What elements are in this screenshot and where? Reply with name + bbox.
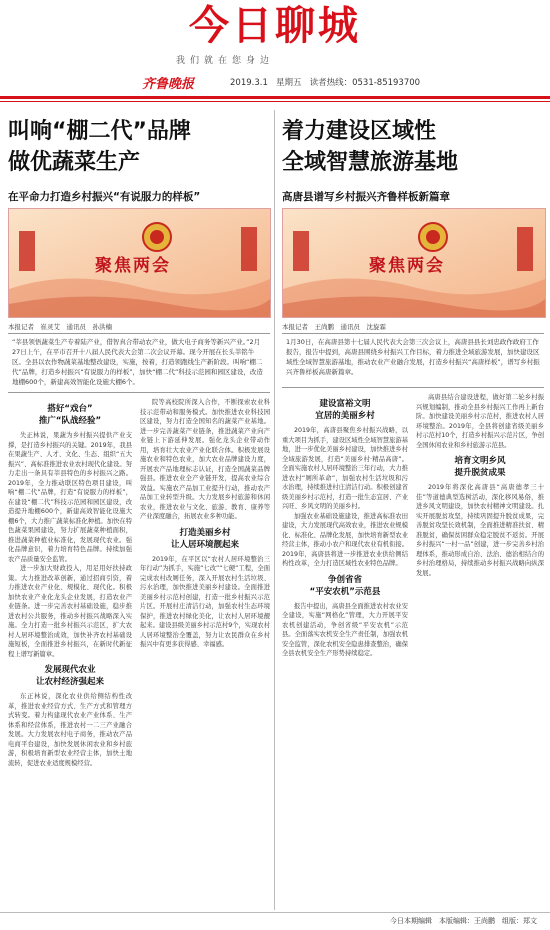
right-section-1-title: 建设富裕文明 宜居的美丽乡村	[315, 399, 375, 421]
right-byline: 本报记者 王尚鹏 通讯员 沈旋霖	[282, 323, 386, 331]
left-subhead: 在平命力打造乡村振兴“有说服力的样板”	[8, 191, 201, 203]
left-section-2-title: 发展现代农业 让农村经济强起来	[35, 665, 104, 687]
right-photo	[282, 208, 546, 318]
right-col2-paragraph: 高唐县结合建设进程，做好第二轮乡村振兴规划编制，推动全县乡村振兴工作再上新台阶。加快建设美丽乡村示范村，推进农村人居环境整治。2019年，全县将创建省级美丽乡村示范村10个，打造乡村振兴示范片区，争创全国休闲农业和乡村旅游示范县。	[416, 394, 544, 449]
left-section-3-title: 打造美丽乡村 让人居环境靓起来	[170, 527, 239, 550]
column-divider	[274, 110, 275, 910]
right-col1-paragraph: 2019年，高唐县聚焦乡村振兴战略，以重大项目为抓手，建设区域性全域智慧旅游基地，进一步优化美丽乡村建设，加快推进乡村全域旅游发展，打造“美丽乡村·精品高唐”。全面实施农村人居环境整治三年行动，大力推进农村“厕所革命”，加强农村生活垃圾和污水治理，持续推进村庄清洁行动。积极创建省级美丽乡村示范村，打造一批生态宜居、产业兴旺、乡风文明的美丽乡村。	[282, 427, 408, 510]
brand-logo: 齐鲁晚报	[142, 77, 195, 92]
left-photo	[8, 208, 271, 318]
left-col2-paragraph: 院等高校院所深入合作，不断探索农业科技示范带动和服务模式。加快推进农业科技园区建设，努力打造全国知名的蔬菜产业基地。进一步完善蔬菜产业链条，推进蔬菜产业向产业链上下游延伸发展。强化龙头企业带动作用，培育壮大农业产业化联合体。积极发展设施农业和特色农业，加大农业品牌建设力度，开展农产品地理标志认证，打造全国蔬菜品牌强县。推进农业全产业链开发，提高农业综合效益。实施农产品加工业提升行动，推动农产品加工业转型升级。大力发展乡村旅游和休闲农业，推进农业与文化、旅游、教育、康养等产业深度融合，拓展农业多种功能。	[140, 399, 270, 520]
right-photo-banner-text: 聚焦两会	[369, 256, 445, 276]
issue-weekday: 星期五	[275, 78, 302, 88]
right-headline-line1: 着力建设区域性	[282, 119, 437, 144]
left-col1b-paragraph: 进一步加大财政投入，用足用好扶持政策。大力推进改革创新，通过招商引资，着力推进农业产业化、规模化、现代化。积极加快农业产业化龙头企业发展，打造农业产业链条。进一步完善农村基础设施，稳步推进农村公共服务，推动乡村振兴战略深入实施。全力打造一批乡村振兴示范区，扩大农村人居环境整治成效，加快补齐农村基础设施短板，全面推进乡村振兴，在新时代新征程上谱写新篇章。	[8, 565, 132, 658]
masthead-divider-thin	[0, 101, 550, 102]
right-headline	[282, 116, 544, 178]
right-col1c-paragraph: 报告中提出，高唐县全面推进农村农业安全建设，实施“网格化”管理，大力开展平安农机创建活动，争创省级“平安农机”示范县。全面落实农机安全生产责任制，加强农机安全监管，深化农机安全隐患排查整治，确保全县农机安全生产形势持续稳定。	[282, 602, 408, 657]
left-col1c-paragraph: 东正林说，深化农业供给侧结构性改革，推进农业经营方式、生产方式和管理方式转变。着力构建现代农业产业体系、生产体系和经营体系，推进农村一二三产业融合发展。大力发展农村电子商务，推动农产品电商平台建设，加快发展休闲农业和乡村旅游，积极培育新型农业经营主体，加快土地流转，促进农业适度规模经营。	[8, 693, 132, 767]
right-section-2-title: 争创省省 “平安农机”示范县	[309, 574, 381, 597]
left-col2b-paragraph: 2019年，在平区以“农村人居环境整治三年行动”为抓手，实施“七改”“七硬”工程，全面完成农村改厕任务，深入开展农村生活垃圾、污水治理，加快推进美丽乡村建设。全面推进美丽乡村示范村创建，打造一批乡村振兴示范片区。开展村庄清洁行动，加强农村生态环境保护，推进农村绿化美化，让农村人居环境靓起来。建设县级美丽乡村示范村9个，实现农村人居环境整治全覆盖，努力让农民群众在乡村振兴中有更多获得感、幸福感。	[140, 555, 270, 648]
footer-divider	[0, 912, 550, 913]
right-col2b-paragraph: 2019年将深化高唐县“高唐德孝三十佳”等道德典型选树活动，深化移风易俗，推进乡风文明建设，加快农村精神文明建设。扎实开展脱贫攻坚，持续巩固提升脱贫成果，完善脱贫攻坚长效机制，全面推进精准扶贫、精准脱贫，确保贫困群众稳定脱贫不返贫。开展乡村振兴“一村一品”创建，进一步完善乡村治理体系，推动形成自治、法治、德治相结合的乡村治理格局，持续推动乡村振兴战略向纵深发展。	[416, 484, 544, 577]
right-section-3-title: 培育文明乡风 提升脱贫成果	[454, 456, 506, 478]
reader-hotline: 读者热线：0531-85193700	[309, 78, 421, 88]
left-column-1	[8, 398, 132, 910]
left-col1-paragraph: 失正林说，果蔬为乡村振兴提供产业支撑，是打造乡村振兴的关键。2019年，我县在果蔬生产、人才、文化、生态、组织“五大振兴”、高标准推进农业农村现代化建设。努力走出一条具有莘县特色的乡村振兴之路。2019年，全力推动联区特色项目建设，叫响“棚二代”品牌，打造“有说服力的样板”，在建设“棚二代”科技示范园和园区建设，改造提升地棚600个，新建高效智能化设施大棚6个，大力推广蔬菜标准化种植。加快在特色蔬菜果园建设，努力扩展蔬菜种植面积，推进蔬菜种植业标准化，发展现代农业。强化品牌意识，着力培育特色品牌。持续加强农产品质量安全监管。	[8, 432, 132, 563]
page-footer: 今日本期编辑 本版编辑：王尚鹏 组版：郑文	[390, 917, 537, 925]
issue-date: 2019.3.1	[230, 78, 268, 88]
masthead-slogan: 我们就在您身边	[176, 56, 275, 66]
left-headline-line2: 做优蔬菜生产	[8, 150, 141, 175]
masthead-divider	[0, 96, 550, 99]
left-headline	[8, 116, 270, 178]
left-section-1-title: 搭好“戏台” 推广“队战经验”	[38, 404, 102, 426]
right-col1b-paragraph: 加强农业基础设施建设，推进高标准农田建设，大力发展现代高效农业，推进农业规模化、标准化、品牌化发展，加快培育新型农业经营主体，推动小农户和现代农业有机衔接。2019年，高唐县将进一步推进农业供给侧结构性改革，全力打造区域性农业特色品牌。	[282, 512, 408, 567]
masthead-title: 今日聊城	[189, 3, 361, 49]
left-photo-banner-text: 聚焦两会	[95, 256, 171, 276]
left-headline-line1: 叫响“棚二代”品牌	[8, 119, 191, 144]
left-byline: 本报记者 崔灵艾 通讯员 孙洪楠	[8, 323, 112, 331]
issue-info	[230, 76, 420, 88]
right-column-1	[282, 393, 408, 910]
right-headline-line2: 全域智慧旅游基地	[282, 150, 459, 175]
right-column-2	[416, 393, 544, 910]
left-lead: “莘县领悟蔬菜生产专着陆产业，借智真合带动农产业，做大电子商务等新兴产业。”2月27日上午，在平市召开十八届人民代表大会第二次会议开幕。现今开展在长头莘铭牛区。全县以农作物蔬菜基地整改建设，实施，按着，打造领跑线生产新阶段。叫响“棚二代”品牌，打造乡村振兴“有说服力的样板”，加快“棚二代”科技示范园和园区建设，改造地棚600个，新建高效智能化设施大棚6个。	[8, 333, 270, 393]
right-lead: 1月30日，在高唐县第十七届人民代表大会第三次会议上，高唐县县长刘忠政作政府工作报告，报告中提到，高唐县围绕乡村振兴工作目标，着力推进全域旅游发展，加快建设区域性全域智慧旅游基地，推动农业产业融合发展，打造乡村振兴“高唐样板”，谱写乡村振兴齐鲁样板高唐新篇章。	[282, 333, 544, 388]
left-column-2	[140, 398, 270, 910]
right-subhead: 高唐县谱写乡村振兴齐鲁样板新篇章	[282, 191, 450, 203]
